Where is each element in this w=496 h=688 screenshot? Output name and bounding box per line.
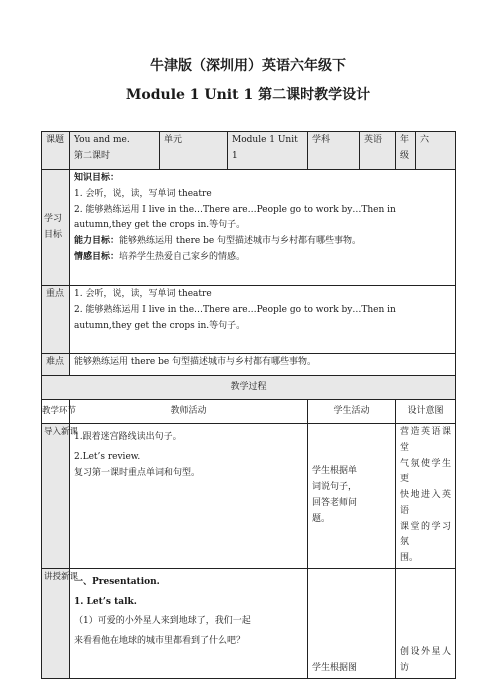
key-point-2: 2. 能够熟练运用 I live in the…There are…People go to work by…Then in xyxy=(74,304,396,315)
key-point-2-cont: autumn,they get the crops in.等句子。 xyxy=(74,320,246,331)
grade-value: 六 xyxy=(416,132,456,170)
difficulty-content: 能够熟练运用 there be 句型描述城市与乡村都有哪些事物。 xyxy=(70,354,456,376)
intro-stage: 导入新课 xyxy=(42,424,70,569)
process-header: 教学过程 xyxy=(42,376,456,400)
teach-row xyxy=(42,568,456,678)
emotion-goal: 情感目标：培养学生热爱自己家乡的情感。 xyxy=(74,251,246,262)
key-point-1: 1. 会听，说，读，写单词 theatre xyxy=(74,289,212,299)
key-points-content xyxy=(70,286,456,354)
ke-ti-value xyxy=(70,132,160,170)
intro-row xyxy=(42,424,456,569)
intro-intent: 营造英语课堂 气氛使学生更 快地进入英语 课堂的学习氛 围。 xyxy=(396,424,456,569)
key-points-label: 重点 xyxy=(42,286,70,354)
intro-student: 学生根据单 词说句子， 回答老师问 题。 xyxy=(308,424,396,569)
process-header-row xyxy=(42,376,456,400)
teach-stage: 讲授新课 xyxy=(42,568,70,678)
teach-teacher-4: 来看看他在地球的城市里都看到了什么吧？ xyxy=(74,636,246,646)
intro-teacher-1: 1.跟着迷宫路线读出句子。 xyxy=(74,432,182,442)
key-points-row xyxy=(42,286,456,354)
teach-teacher-1: 一、Presentation. xyxy=(74,576,160,587)
intro-teacher xyxy=(70,424,308,569)
subject-label: 学科 xyxy=(308,132,360,170)
subject-value: 英语 xyxy=(360,132,396,170)
grade-label: 年级 xyxy=(396,132,416,170)
knowledge-title: 知识目标： xyxy=(74,173,120,183)
knowledge-item-2: 2. 能够熟练运用 I live in the…There are…People go to work by…Then in xyxy=(74,204,396,215)
teach-teacher xyxy=(70,568,308,678)
teach-student: 学生根据图 xyxy=(308,568,396,678)
col-teacher: 教师活动 xyxy=(70,400,308,424)
knowledge-item-2-cont: autumn,they get the crops in.等句子。 xyxy=(74,220,246,231)
col-student: 学生活动 xyxy=(308,400,396,424)
objectives-label: 学习目标 xyxy=(42,170,70,286)
document-title: 牛津版（深圳用）英语六年级下 xyxy=(150,58,346,74)
lesson-plan-table xyxy=(41,131,456,679)
difficulty-label: 难点 xyxy=(42,354,70,376)
knowledge-item-1: 1. 会听，说，读，写单词 theatre xyxy=(74,188,212,199)
teach-teacher-2: 1. Let’s talk. xyxy=(74,596,137,607)
process-columns-row xyxy=(42,400,456,424)
intro-teacher-3: 复习第一课时重点单词和句型。 xyxy=(74,467,201,478)
ability-goal: 能力目标：能够熟练运用 there be 句型描述城市与乡村都有哪些事物。 xyxy=(74,236,362,246)
intro-teacher-2: 2.Let’s review. xyxy=(74,451,141,462)
ke-ti-value-line2: 第二课时 xyxy=(74,150,111,161)
document-subtitle: Module 1 Unit 1 第二课时教学设计 xyxy=(125,87,371,103)
ke-ti-label: 课题 xyxy=(42,132,70,170)
ke-ti-value-line1: You and me. xyxy=(74,135,130,145)
teach-teacher-3: （1）可爱的小外星人来到地球了，我们一起 xyxy=(74,616,251,627)
teach-intent: 创设外星人访 xyxy=(396,568,456,678)
col-intent: 设计意图 xyxy=(396,400,456,424)
difficulty-row xyxy=(42,354,456,376)
col-stage: 教学环节 xyxy=(42,400,70,424)
unit-value: Module 1 Unit 1 xyxy=(228,132,308,170)
objectives-row xyxy=(42,170,456,286)
objectives-content xyxy=(70,170,456,286)
unit-label: 单元 xyxy=(160,132,228,170)
info-row xyxy=(42,132,456,170)
